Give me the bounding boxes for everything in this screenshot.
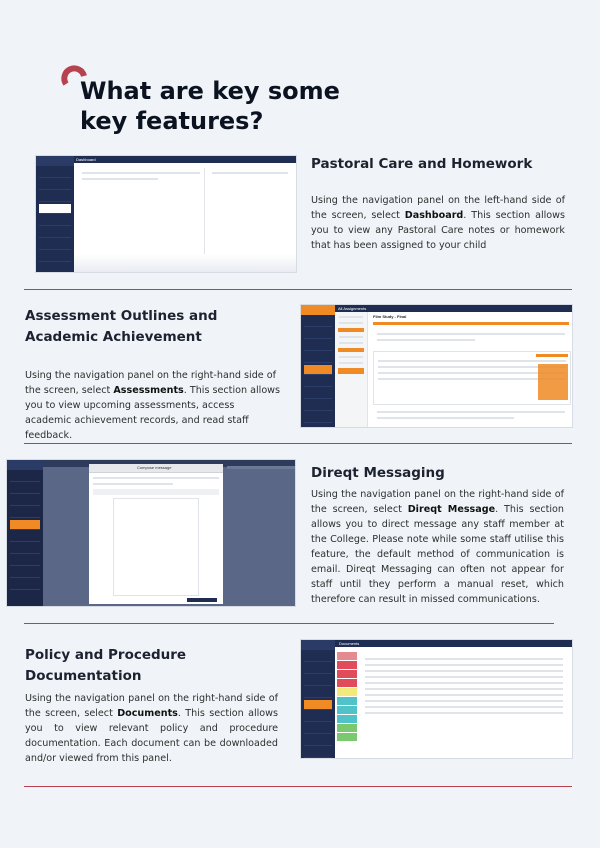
divider-1 [24,289,572,290]
pastoral-bold: Dashboard [404,210,464,221]
dashboard-header: Dashboard [76,157,96,162]
page-title [80,76,340,136]
compose-message-title: Compose message [137,465,172,470]
messaging-bold: Direqt Message [407,504,496,515]
pastoral-heading: Pastoral Care and Homework [311,156,533,172]
assessments-header: All Assignments [338,306,367,311]
documents-screenshot [301,640,572,758]
assessments-screenshot [301,305,572,427]
messaging-text: Using the navigation panel on the right-hand side of the screen, select Direqt Message. This section allows you to direct message any staff member at the College. Please note while some staff utilise this feature, the default method of communication is email. Direqt Messaging can often not appear for staff until they perform a manual reset, which therefore can result in missed communications. [311,489,565,605]
documents-header: Documents [339,641,360,646]
assessment-text: Using the navigation panel on the right-hand side of the screen, select Assessments. This section allows you to view upcoming assessments, access academic achievement records, and read staff feedback. [25,370,281,441]
assessment-heading: Assessment Outlines and Academic Achievement [25,308,218,345]
pastoral-text: Using the navigation panel on the left-hand side of the screen, select Dashboard. This section allows you to view any Pastoral Care notes or homework that has been assigned to your child [311,195,566,251]
messaging-screenshot [7,460,295,606]
assessment-panel-title: Film Study - Final [373,314,407,319]
policy-bold: Documents [117,708,178,719]
policy-heading: Policy and Procedure Documentation [25,647,187,684]
divider-3 [24,623,554,624]
assessment-bold: Assessments [113,385,184,396]
page-title-line2: key features? [80,107,264,135]
page-title-line1: What are key some [80,77,340,105]
divider-2 [24,443,572,444]
dashboard-screenshot [36,156,296,272]
messaging-heading: Direqt Messaging [311,465,445,481]
divider-4 [24,786,572,787]
policy-text: Using the navigation panel on the right-hand side of the screen, select Documents. This section allows you to view relevant policy and procedure documentation. Each document can be downloaded and/or viewed from this panel. [25,693,279,764]
